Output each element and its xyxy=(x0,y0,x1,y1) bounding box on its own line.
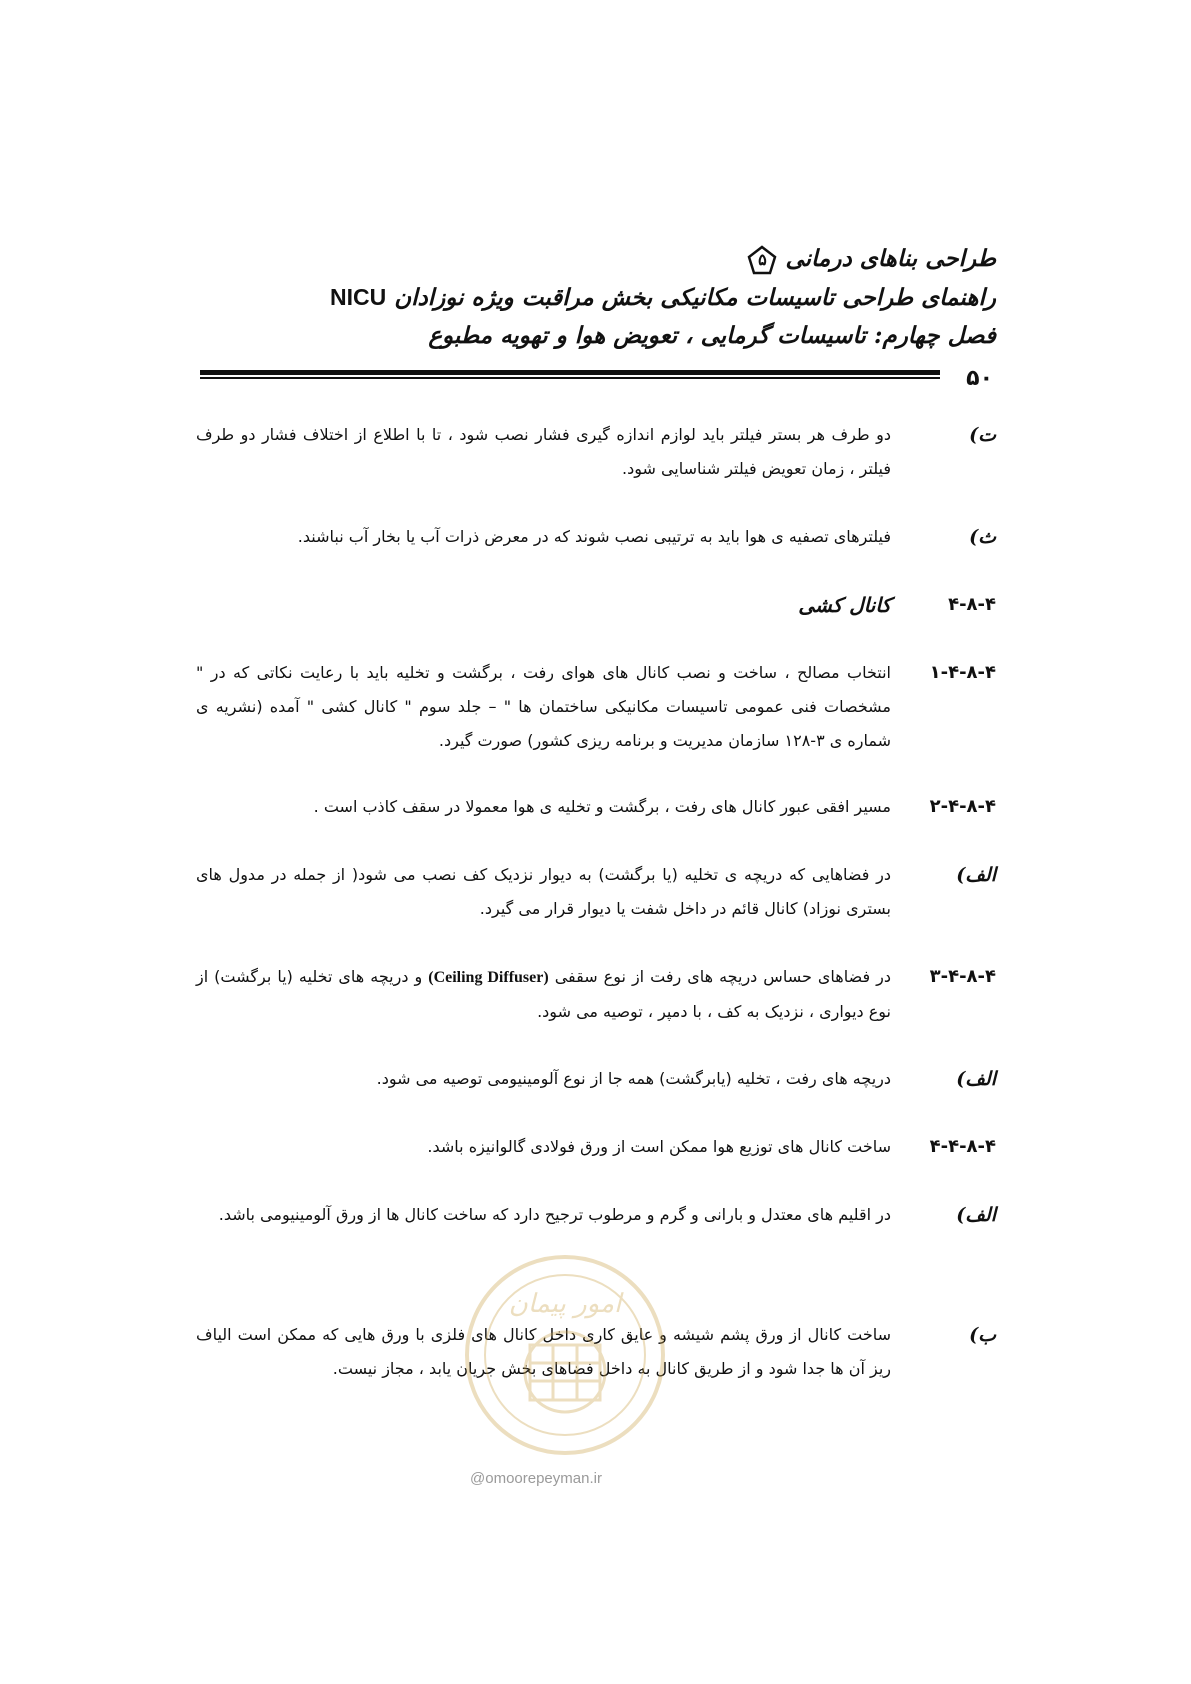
book-title-text: طراحی بناهای درمانی xyxy=(785,245,996,272)
text-part: در فضاهای حساس دریچه های رفت از نوع سقفی xyxy=(554,967,891,986)
paragraph-label: الف) xyxy=(956,864,996,886)
section-title: کانال کشی xyxy=(798,593,891,617)
header-rule xyxy=(200,367,940,381)
paragraph-label: ت) xyxy=(969,424,996,446)
paragraph-text: در فضاهایی که دریچه ی تخلیه (یا برگشت) به دیوار نزدیک کف نصب می شود( از جمله در مدول های بستری نوزاد) کانال قائم در داخل شفت یا دیوار قرار می گیرد. xyxy=(196,865,891,918)
paragraph-alef-2 xyxy=(196,1062,996,1096)
nicu-code: NICU xyxy=(329,284,387,310)
section-heading-4-8-4 xyxy=(196,588,996,622)
paragraph-text: فیلترهای تصفیه ی هوا باید به ترتیبی نصب شوند که در معرض ذرات آب یا بخار آب نباشند. xyxy=(297,527,891,546)
text-part: و دریچه های تخلیه (یا برگشت) از نوع دیواری ، نزدیک به کف ، با دمپر ، توصیه می شود. xyxy=(196,967,891,1021)
header-chapter-title: فصل چهارم: تاسیسات گرمایی ، تعویض هوا و تهویه مطبوع xyxy=(428,322,996,349)
section-number: ۴-۸-۴ xyxy=(948,594,996,615)
ceiling-diffuser-term: (Ceiling Diffuser) xyxy=(428,969,549,986)
paragraph-text: ساخت کانال از ورق پشم شیشه و عایق کاری داخل کانال های فلزی با ورق هایی که ممکن است الیاف ریز آن ها جدا شود و از طریق کانال به داخل فضاهای بخش جریان یابد ، مجاز نیست. xyxy=(196,1325,891,1378)
paragraph-te xyxy=(196,418,996,486)
page-header xyxy=(216,240,996,355)
header-rule-thick xyxy=(200,370,940,375)
paragraph-label: الف) xyxy=(956,1204,996,1226)
header-book-title xyxy=(216,240,996,278)
watermark-logo-text: امور پیمان xyxy=(508,1289,622,1319)
paragraph-label: ۲-۴-۸-۴ xyxy=(929,796,996,817)
pentagon-number-badge xyxy=(747,245,777,275)
guide-title-text: راهنمای طراحی تاسیسات مکانیکی بخش مراقبت ویژه نوزادان xyxy=(394,284,996,311)
paragraph-label: ث) xyxy=(969,526,996,548)
paragraph-text: در اقلیم های معتدل و بارانی و گرم و مرطوب ترجیح دارد که ساخت کانال ها از ورق آلومینیومی باشد. xyxy=(218,1205,891,1224)
paragraph-text: انتخاب مصالح ، ساخت و نصب کانال های هوای رفت ، برگشت و تخلیه باید با رعایت نکاتی که در " مشخصات فنی عمومی تاسیسات مکانیکی ساختمان ها " – جلد سوم " کانال کشی " آمده (نشریه ی شماره ی ۳-۱۲۸ سازمان مدیریت و برنامه ریزی کشور) صورت گیرد. xyxy=(196,663,891,750)
paragraph-2-4-8-4 xyxy=(196,790,996,824)
paragraph-label: ب) xyxy=(969,1324,996,1346)
paragraph-text xyxy=(196,960,891,1029)
paragraph-3-4-8-4 xyxy=(196,960,996,1029)
watermark-url: @omoorepeyman.ir xyxy=(470,1470,602,1487)
paragraph-alef-3 xyxy=(196,1198,996,1232)
paragraph-text: دو طرف هر بستر فیلتر باید لوازم اندازه گیری فشار نصب شود ، تا با اطلاع از اختلاف فشار دو طرف فیلتر ، زمان تعویض فیلتر شناسایی شود. xyxy=(196,425,891,478)
paragraph-1-4-8-4 xyxy=(196,656,996,758)
paragraph-label: الف) xyxy=(956,1068,996,1090)
paragraph-4-4-8-4 xyxy=(196,1130,996,1164)
paragraph-be xyxy=(196,1318,996,1386)
paragraph-se xyxy=(196,520,996,554)
paragraph-label: ۳-۴-۸-۴ xyxy=(929,966,996,987)
paragraph-alef-1 xyxy=(196,858,996,926)
header-rule-thin xyxy=(200,377,940,379)
paragraph-label: ۱-۴-۸-۴ xyxy=(929,662,996,683)
page-number: ۵۰ xyxy=(960,366,993,391)
paragraph-text: دریچه های رفت ، تخلیه (یابرگشت) همه جا از نوع آلومینیومی توصیه می شود. xyxy=(376,1069,891,1088)
paragraph-text: مسیر افقی عبور کانال های رفت ، برگشت و تخلیه ی هوا معمولا در سقف کاذب است . xyxy=(313,797,891,816)
paragraph-label: ۴-۴-۸-۴ xyxy=(929,1136,996,1157)
badge-number: ۵ xyxy=(758,250,767,269)
header-guide-title xyxy=(216,278,996,317)
paragraph-text: ساخت کانال های توزیع هوا ممکن است از ورق فولادی گالوانیزه باشد. xyxy=(427,1137,891,1156)
